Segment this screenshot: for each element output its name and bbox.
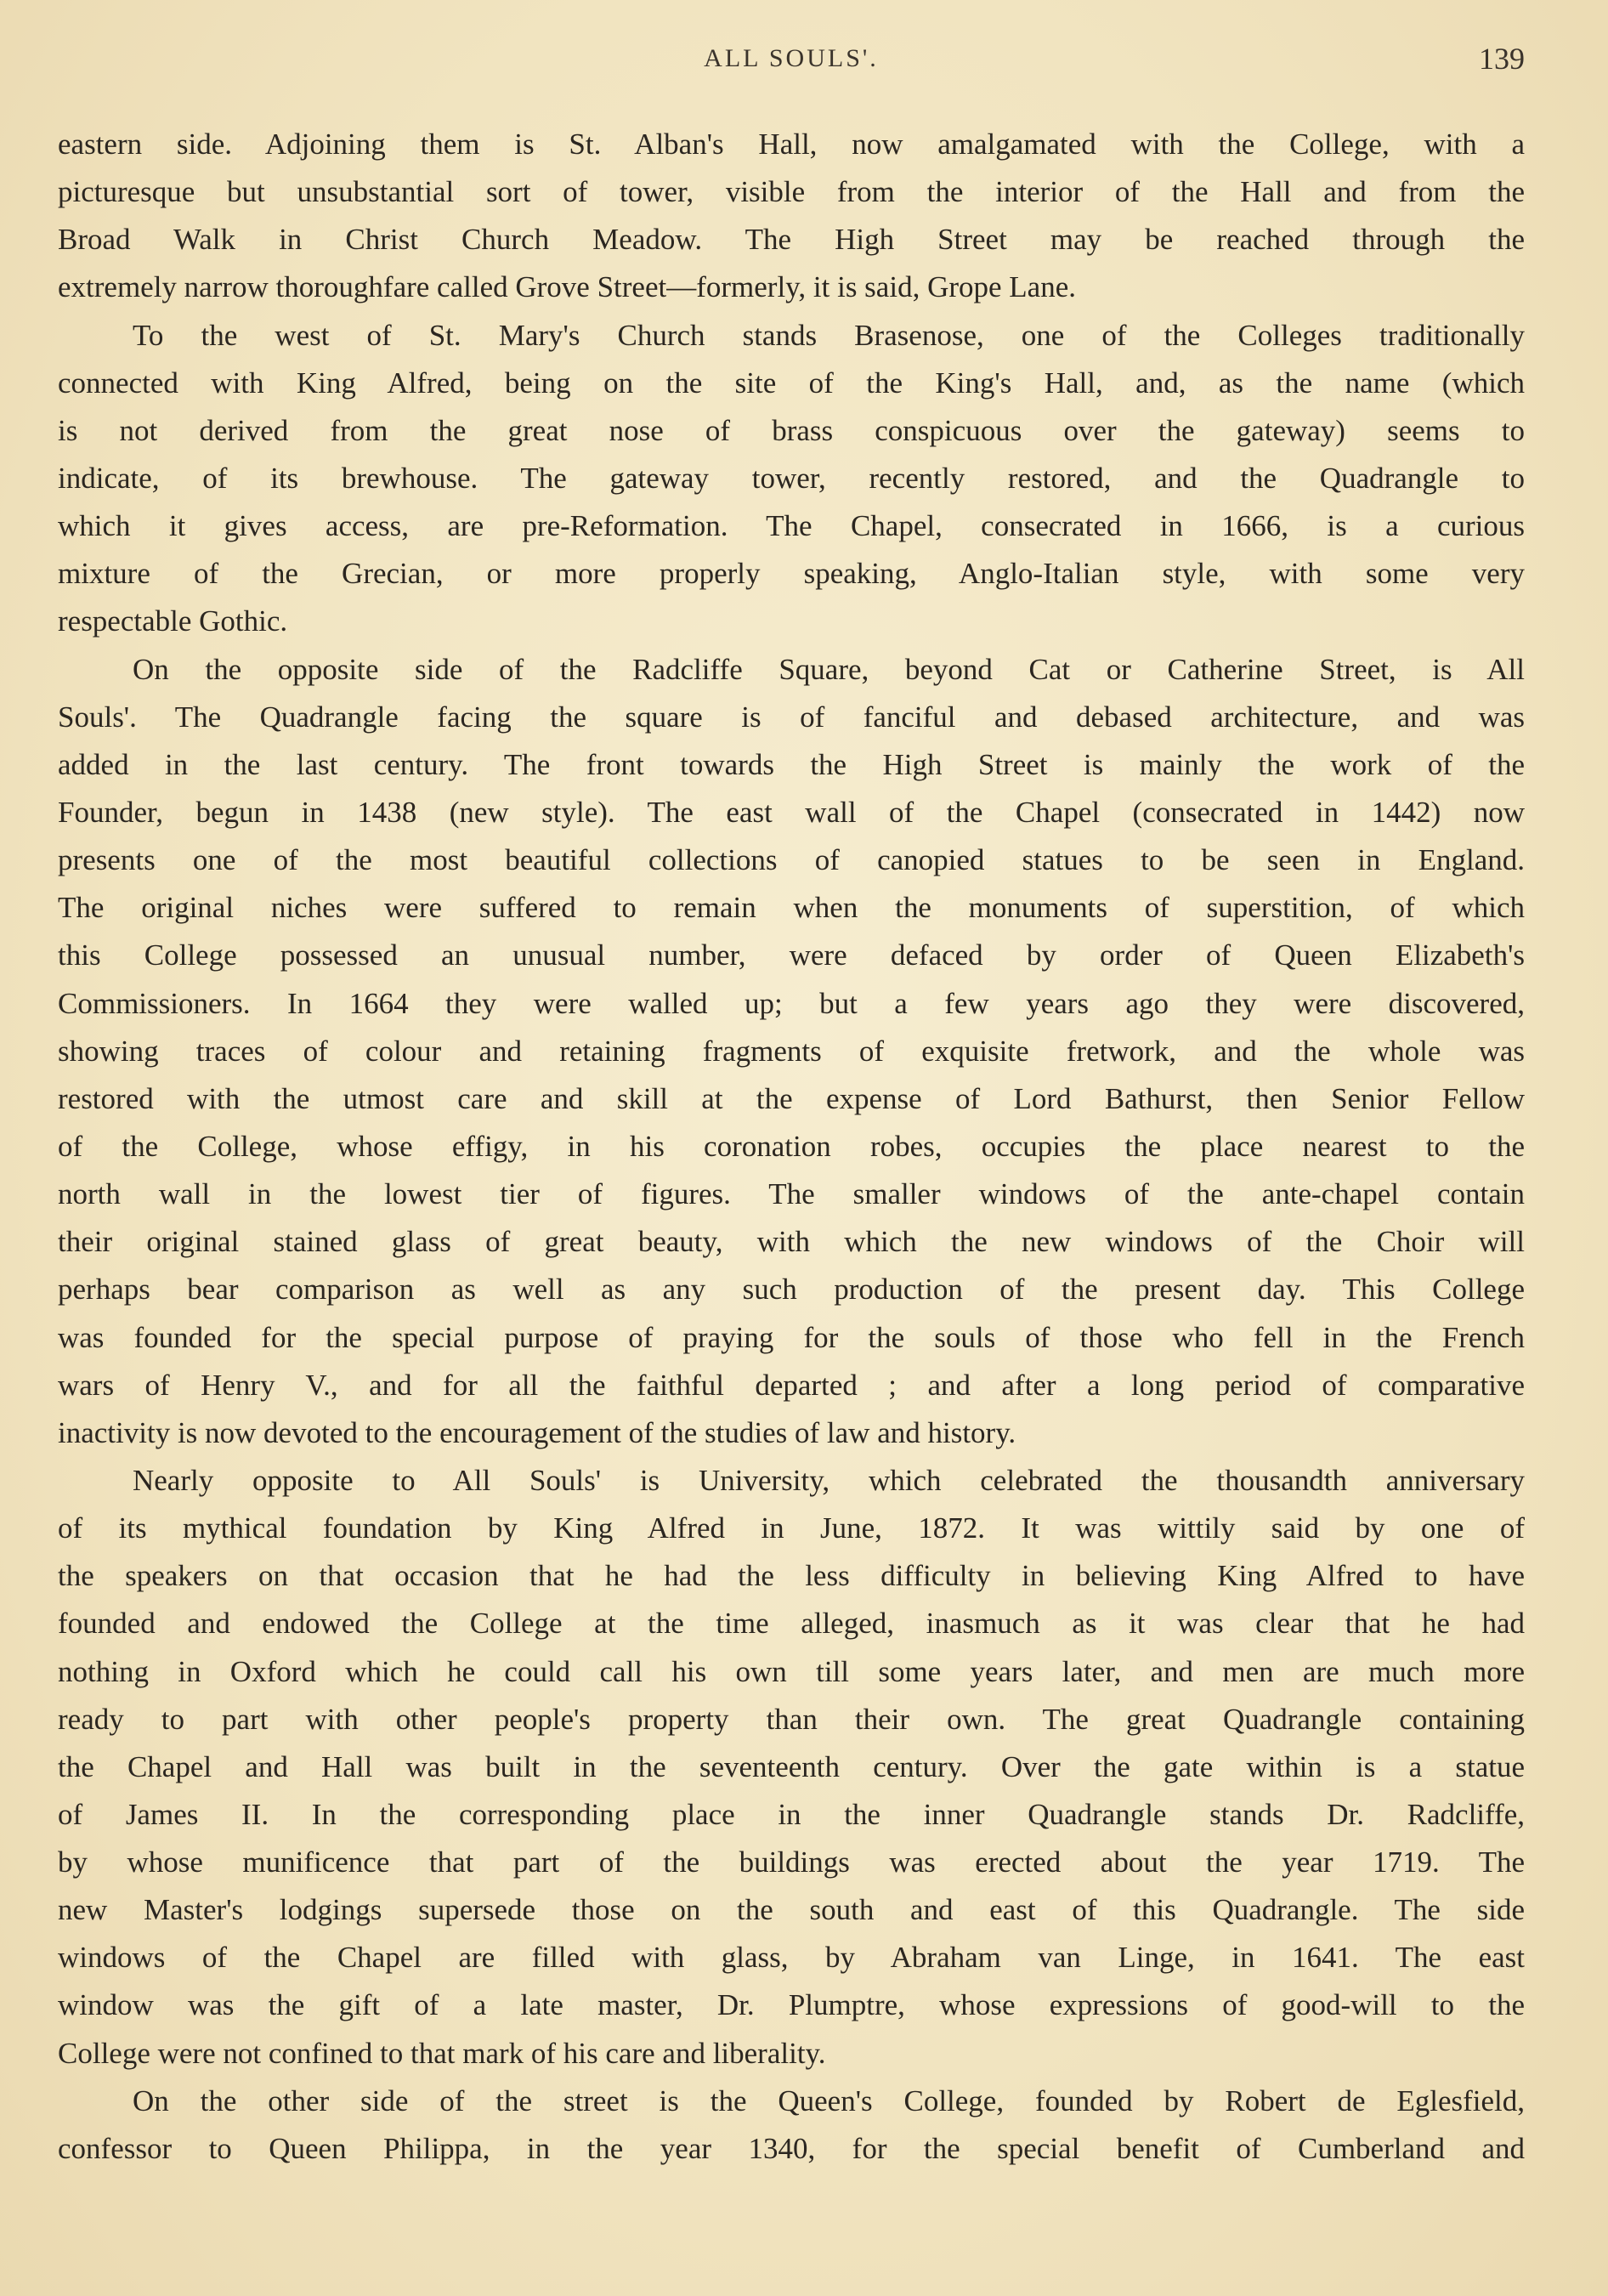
page-number: 139 [1479, 42, 1525, 76]
text-line: which it gives access, are pre-Reformation. The Chapel, consecrated in 1666, is a curious [58, 509, 1525, 543]
text-line: Nearly opposite to All Souls' is University, which celebrated the thousandth anniversary [133, 1463, 1525, 1497]
text-line: College were not confined to that mark of his care and liberality. [58, 2036, 826, 2070]
text-line: The original niches were suffered to remain when the monuments of superstition, of which [58, 891, 1525, 925]
text-line: of the College, whose effigy, in his coronation robes, occupies the place nearest to the [58, 1129, 1525, 1163]
text-line: windows of the Chapel are filled with glass, by Abraham van Linge, in 1641. The east [58, 1941, 1525, 1975]
text-line: respectable Gothic. [58, 604, 288, 638]
text-line: inactivity is now devoted to the encouragement of the studies of law and history. [58, 1415, 1016, 1449]
text-line: of its mythical foundation by King Alfred in June, 1872. It was wittily said by one of [58, 1511, 1525, 1545]
text-line: To the west of St. Mary's Church stands Brasenose, one of the Colleges traditionally [133, 318, 1525, 352]
text-line: of James II. In the corresponding place in the inner Quadrangle stands Dr. Radcliffe, [58, 1797, 1525, 1831]
text-line: showing traces of colour and retaining fragments of exquisite fretwork, and the whole was [58, 1034, 1525, 1068]
text-line: indicate, of its brewhouse. The gateway tower, recently restored, and the Quadrangle to [58, 461, 1525, 495]
text-line: the speakers on that occasion that he had the less difficulty in believing King Alfred to have [58, 1559, 1525, 1593]
paragraph [58, 121, 1525, 312]
text-line: this College possessed an unusual number, were defaced by order of Queen Elizabeth's [58, 938, 1525, 972]
text-line: founded and endowed the College at the time alleged, inasmuch as it was clear that he had [58, 1607, 1525, 1641]
text-line: mixture of the Grecian, or more properly speaking, Anglo-Italian style, with some very [58, 557, 1525, 591]
text-line: restored with the utmost care and skill at the expense of Lord Bathurst, then Senior Fellow [58, 1081, 1525, 1115]
text-line: Founder, begun in 1438 (new style). The east wall of the Chapel (consecrated in 1442) now [58, 795, 1525, 829]
text-line: by whose munificence that part of the buildings was erected about the year 1719. The [58, 1845, 1525, 1879]
text-line: was founded for the special purpose of praying for the souls of those who fell in the French [58, 1320, 1525, 1354]
paragraph [58, 1457, 1525, 2078]
text-line: new Master's lodgings supersede those on the south and east of this Quadrangle. The side [58, 1893, 1525, 1927]
text-line: On the opposite side of the Radcliffe Square, beyond Cat or Catherine Street, is All [133, 652, 1525, 686]
text-line: perhaps bear comparison as well as any such production of the present day. This College [58, 1273, 1525, 1307]
text-line: is not derived from the great nose of brass conspicuous over the gateway) seems to [58, 413, 1525, 447]
text-line: added in the last century. The front towards the High Street is mainly the work of the [58, 747, 1525, 781]
text-line: extremely narrow thoroughfare called Grove Street—formerly, it is said, Grope Lane. [58, 270, 1076, 304]
text-line: nothing in Oxford which he could call his own till some years later, and men are much more [58, 1654, 1525, 1688]
paragraph [58, 2078, 1525, 2173]
text-line: connected with King Alfred, being on the site of the King's Hall, and, as the name (which [58, 366, 1525, 400]
text-line: their original stained glass of great beauty, with which the new windows of the Choir will [58, 1225, 1525, 1259]
text-line: confessor to Queen Philippa, in the year 1340, for the special benefit of Cumberland and [58, 2131, 1525, 2165]
text-line: Souls'. The Quadrangle facing the square is of fanciful and debased architecture, and was [58, 700, 1525, 734]
body-text [58, 121, 1525, 2173]
text-line: the Chapel and Hall was built in the seventeenth century. Over the gate within is a statue [58, 1749, 1525, 1783]
text-line: On the other side of the street is the Queen's College, founded by Robert de Eglesfield, [133, 2083, 1525, 2117]
text-line: Broad Walk in Christ Church Meadow. The High Street may be reached through the [58, 223, 1525, 257]
running-title: ALL SOULS'. [704, 44, 879, 72]
text-line: wars of Henry V., and for all the faithful departed ; and after a long period of comparative [58, 1368, 1525, 1402]
text-line: window was the gift of a late master, Dr. Plumptre, whose expressions of good-will to the [58, 1988, 1525, 2022]
paragraph [58, 312, 1525, 646]
text-line: Commissioners. In 1664 they were walled up; but a few years ago they were discovered, [58, 986, 1525, 1020]
running-header [58, 44, 1525, 82]
text-line: ready to part with other people's property than their own. The great Quadrangle containing [58, 1702, 1525, 1736]
text-line: eastern side. Adjoining them is St. Alban's Hall, now amalgamated with the College, with a [58, 128, 1525, 161]
text-line: picturesque but unsubstantial sort of tower, visible from the interior of the Hall and from the [58, 175, 1525, 209]
text-line: north wall in the lowest tier of figures. The smaller windows of the ante-chapel contain [58, 1177, 1525, 1211]
paragraph [58, 646, 1525, 1457]
text-line: presents one of the most beautiful collections of canopied statues to be seen in England. [58, 843, 1525, 877]
